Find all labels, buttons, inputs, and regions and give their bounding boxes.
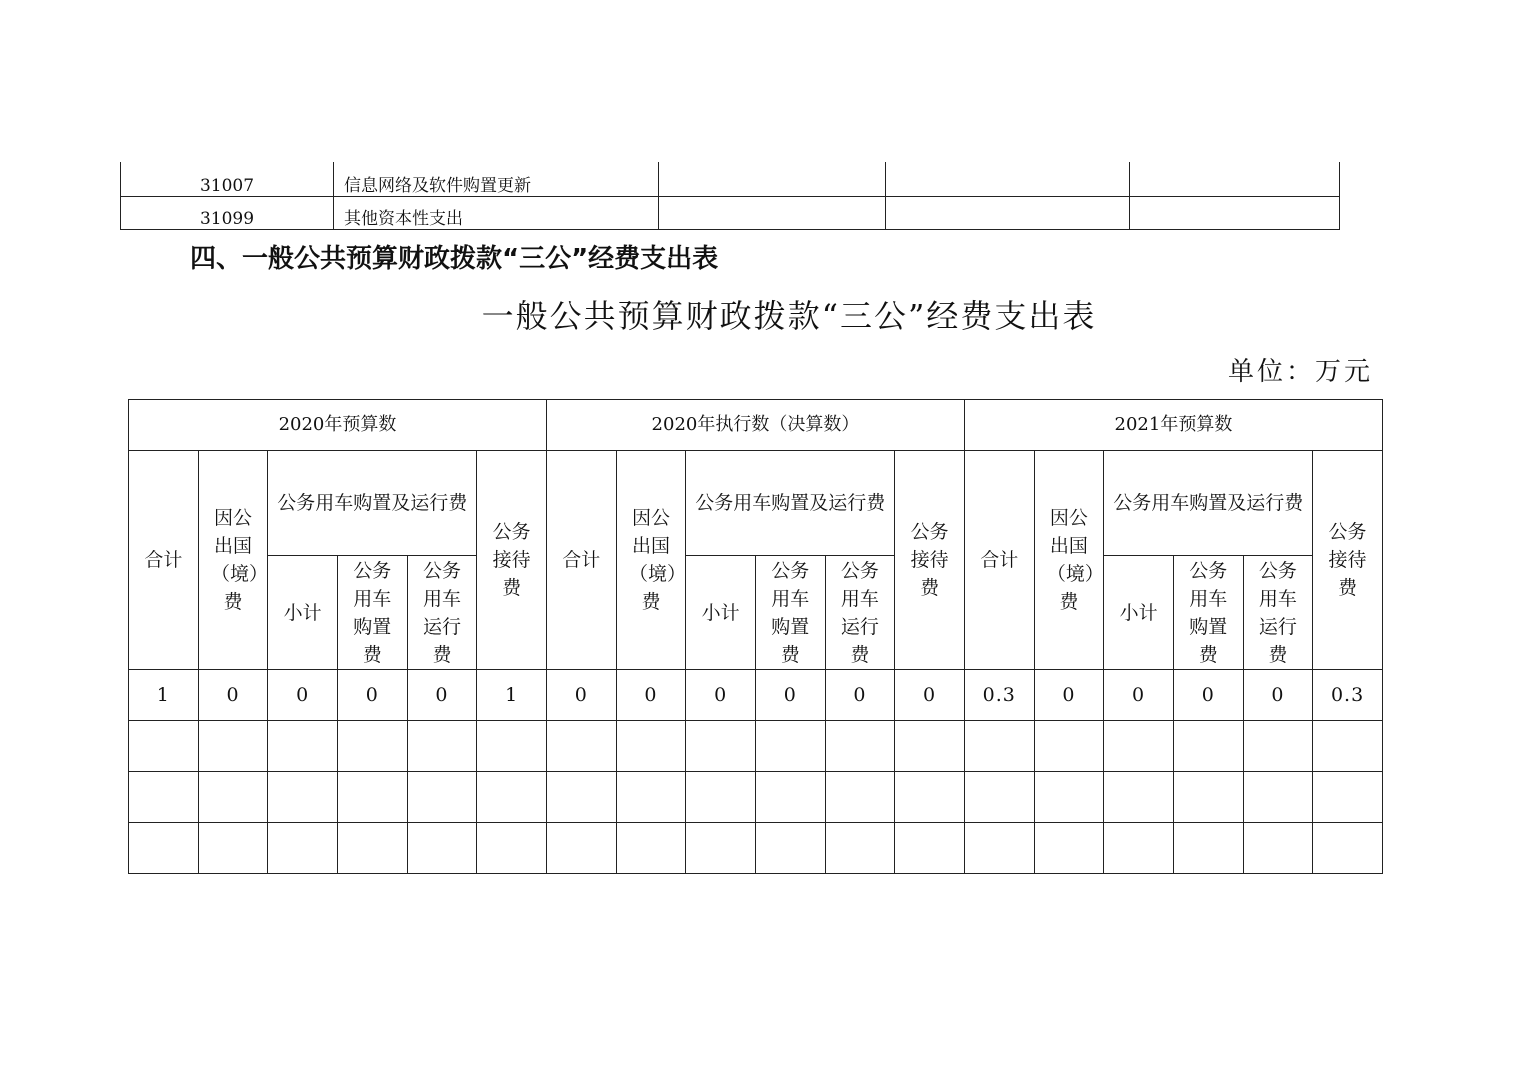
- empty-cell: [546, 823, 616, 874]
- empty-cell: [1243, 721, 1313, 772]
- empty-cell: [1243, 772, 1313, 823]
- empty-cell: [129, 772, 199, 823]
- empty-cell: [686, 823, 756, 874]
- header-abroad: 因公出国（境）费: [1034, 451, 1104, 670]
- value-cell: 0: [616, 670, 686, 721]
- group-header: 2020年预算数: [129, 400, 547, 451]
- empty-cell: [755, 823, 825, 874]
- empty-cell: [825, 823, 895, 874]
- header-total: 合计: [964, 451, 1034, 670]
- value-cell: 0: [755, 670, 825, 721]
- value-cell: 1: [477, 670, 547, 721]
- value-cell: 0.3: [1313, 670, 1383, 721]
- empty-cell: [1034, 721, 1104, 772]
- three-public-expenses-table: [128, 399, 1383, 874]
- empty-cell: [964, 772, 1034, 823]
- group-header-row: [129, 400, 1383, 451]
- empty-cell: [1034, 772, 1104, 823]
- empty-cell: [895, 772, 965, 823]
- value-cell: 0: [337, 670, 407, 721]
- value-cell: 1: [129, 670, 199, 721]
- empty-cell: [1104, 823, 1174, 874]
- header-total: 合计: [546, 451, 616, 670]
- value-cell: 0: [1104, 670, 1174, 721]
- header-subtotal: 小计: [1104, 556, 1174, 670]
- empty-cell: [546, 772, 616, 823]
- empty-cell: [1313, 772, 1383, 823]
- value-cell: 0: [546, 670, 616, 721]
- empty-cell: [1130, 162, 1340, 197]
- value-cell: 0: [825, 670, 895, 721]
- econ-name: 其他资本性支出: [334, 197, 659, 230]
- empty-cell: [755, 772, 825, 823]
- empty-cell: [477, 721, 547, 772]
- empty-cell: [895, 721, 965, 772]
- value-cell: 0: [198, 670, 268, 721]
- empty-cell: [407, 721, 477, 772]
- value-cell: 0: [895, 670, 965, 721]
- empty-cell: [1313, 823, 1383, 874]
- group-header: 2021年预算数: [964, 400, 1382, 451]
- group-header: 2020年执行数（决算数）: [546, 400, 964, 451]
- empty-cell: [1243, 823, 1313, 874]
- empty-cell: [546, 721, 616, 772]
- econ-name: 信息网络及软件购置更新: [334, 162, 659, 197]
- values-row: [129, 670, 1383, 721]
- empty-cell: [1130, 197, 1340, 230]
- empty-cell: [407, 823, 477, 874]
- empty-cell: [616, 772, 686, 823]
- empty-cell: [686, 721, 756, 772]
- header-vehicle: 公务用车购置及运行费: [686, 451, 895, 556]
- header-vehicle: 公务用车购置及运行费: [1104, 451, 1313, 556]
- header-reception: 公务接待费: [1313, 451, 1383, 670]
- empty-cell: [198, 823, 268, 874]
- table-row: [121, 162, 1340, 197]
- header-vehicle-purchase: 公务用车购置费: [337, 556, 407, 670]
- empty-cell: [129, 823, 199, 874]
- header-reception: 公务接待费: [477, 451, 547, 670]
- value-cell: 0: [686, 670, 756, 721]
- table-row: [121, 197, 1340, 230]
- empty-cell: [964, 721, 1034, 772]
- empty-cell: [659, 162, 886, 197]
- value-cell: 0: [1243, 670, 1313, 721]
- header-reception: 公务接待费: [895, 451, 965, 670]
- econ-code: 31099: [121, 197, 334, 230]
- empty-cell: [755, 721, 825, 772]
- unit-label: 单位：万元: [1228, 357, 1374, 387]
- empty-cell: [659, 197, 886, 230]
- empty-cell: [129, 721, 199, 772]
- subheader-row: [129, 556, 1383, 670]
- empty-cell: [1104, 772, 1174, 823]
- header-vehicle-operation: 公务用车运行费: [825, 556, 895, 670]
- header-vehicle-purchase: 公务用车购置费: [755, 556, 825, 670]
- empty-cell: [825, 721, 895, 772]
- empty-cell: [1313, 721, 1383, 772]
- empty-cell: [825, 772, 895, 823]
- empty-cell: [337, 721, 407, 772]
- empty-cell: [1173, 772, 1243, 823]
- empty-cell: [1173, 823, 1243, 874]
- value-cell: 0.3: [964, 670, 1034, 721]
- empty-cell: [268, 823, 338, 874]
- previous-table-continuation: [120, 162, 1340, 230]
- empty-cell: [407, 772, 477, 823]
- header-abroad: 因公出国（境）费: [616, 451, 686, 670]
- empty-cell: [337, 772, 407, 823]
- value-cell: 0: [268, 670, 338, 721]
- empty-cell: [616, 721, 686, 772]
- empty-cell: [268, 772, 338, 823]
- header-vehicle: 公务用车购置及运行费: [268, 451, 477, 556]
- empty-cell: [1034, 823, 1104, 874]
- empty-cell: [198, 772, 268, 823]
- empty-cell: [198, 721, 268, 772]
- empty-cell: [1173, 721, 1243, 772]
- blank-row: [129, 823, 1383, 874]
- empty-cell: [1104, 721, 1174, 772]
- econ-code: 31007: [121, 162, 334, 197]
- value-cell: 0: [1173, 670, 1243, 721]
- header-abroad: 因公出国（境）费: [198, 451, 268, 670]
- table-title: 一般公共预算财政拨款“三公”经费支出表: [481, 297, 1097, 335]
- empty-cell: [886, 197, 1130, 230]
- section-heading: 四、一般公共预算财政拨款“三公”经费支出表: [190, 244, 719, 274]
- empty-cell: [268, 721, 338, 772]
- header-subtotal: 小计: [268, 556, 338, 670]
- empty-cell: [886, 162, 1130, 197]
- empty-cell: [337, 823, 407, 874]
- value-cell: 0: [1034, 670, 1104, 721]
- value-cell: 0: [407, 670, 477, 721]
- empty-cell: [686, 772, 756, 823]
- header-subtotal: 小计: [686, 556, 756, 670]
- empty-cell: [964, 823, 1034, 874]
- empty-cell: [895, 823, 965, 874]
- empty-cell: [616, 823, 686, 874]
- header-total: 合计: [129, 451, 199, 670]
- header-vehicle-operation: 公务用车运行费: [407, 556, 477, 670]
- blank-row: [129, 721, 1383, 772]
- blank-row: [129, 772, 1383, 823]
- empty-cell: [477, 772, 547, 823]
- header-row: [129, 451, 1383, 556]
- empty-cell: [477, 823, 547, 874]
- header-vehicle-purchase: 公务用车购置费: [1173, 556, 1243, 670]
- header-vehicle-operation: 公务用车运行费: [1243, 556, 1313, 670]
